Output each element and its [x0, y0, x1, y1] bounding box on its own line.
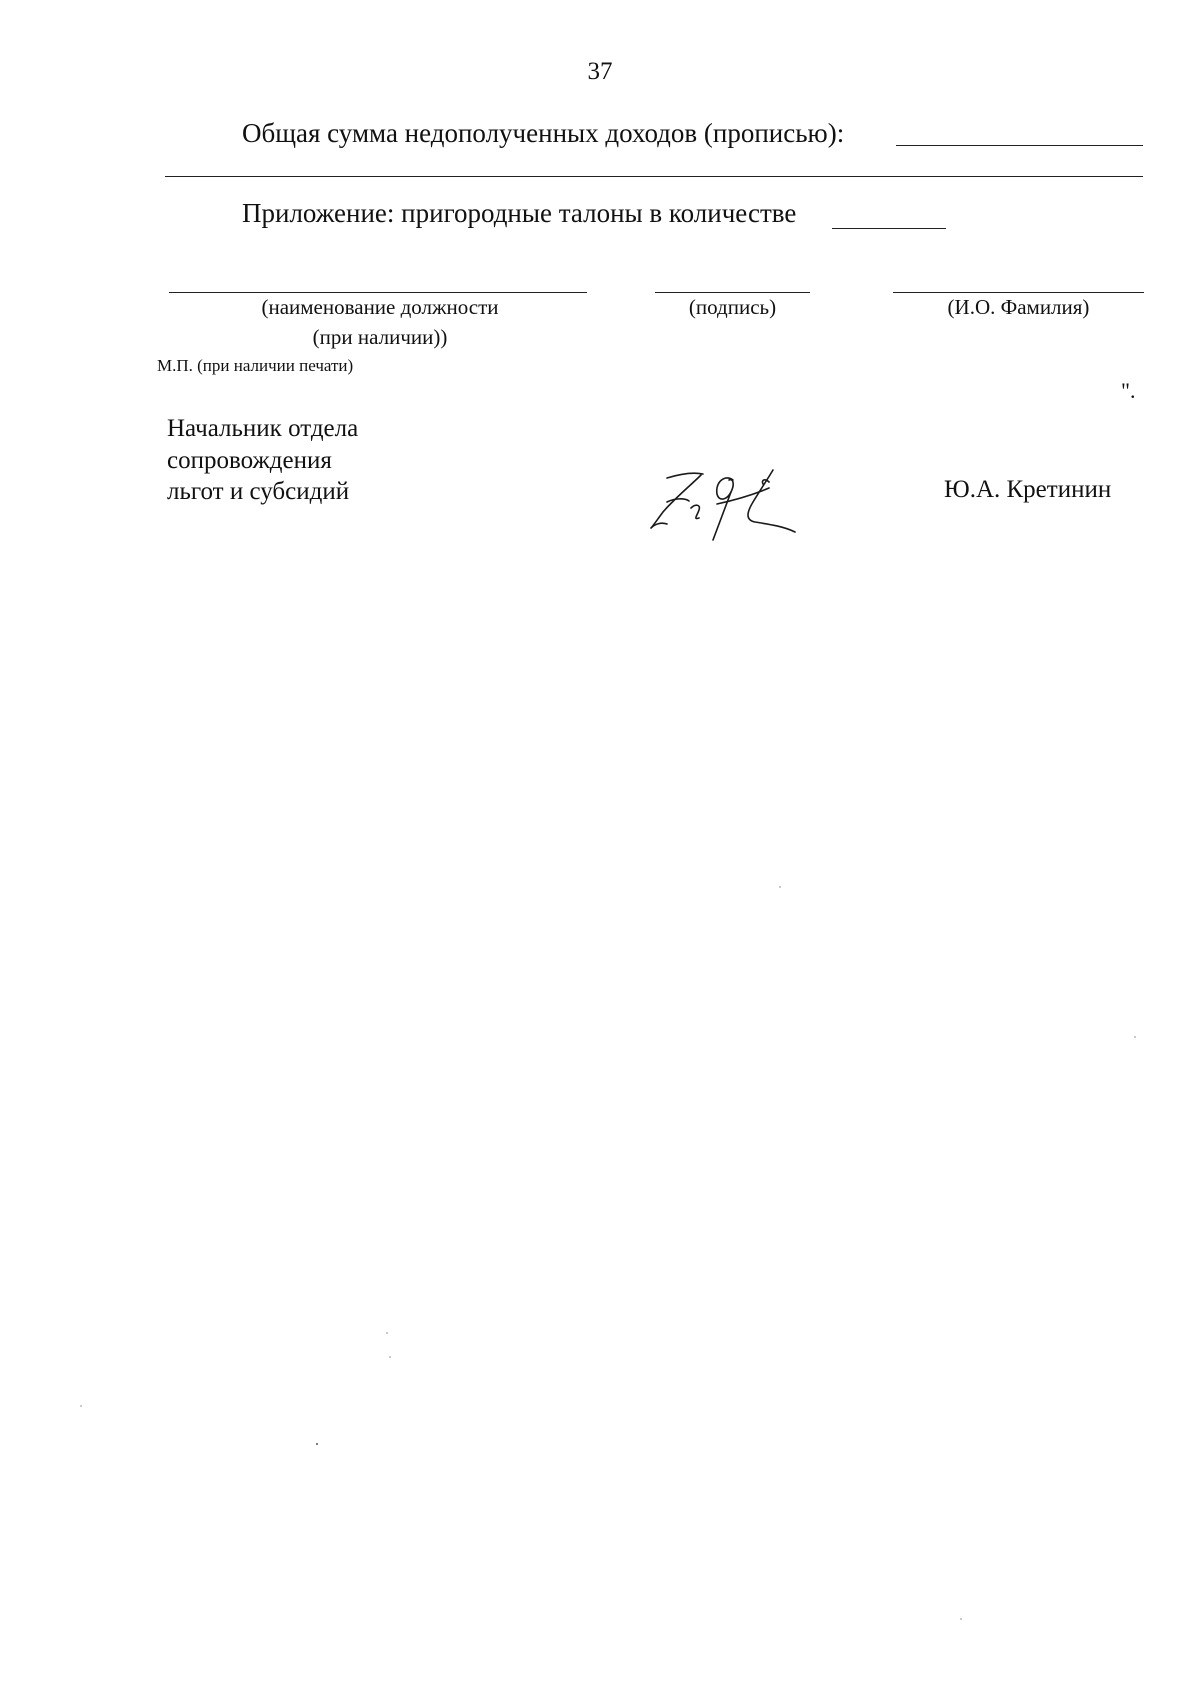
- signer-position-line: сопровождения: [167, 446, 332, 474]
- signer-position-line: льгот и субсидий: [167, 478, 350, 505]
- scan-speck: [316, 1443, 318, 1445]
- handwritten-signature: [645, 468, 805, 548]
- signer-position: [167, 413, 527, 508]
- scan-speck: [386, 1332, 388, 1334]
- signer-name: Ю.А. Кретинин: [944, 476, 1112, 503]
- position-caption-line1: (наименование должности: [261, 295, 499, 319]
- scan-speck: [1134, 1036, 1136, 1038]
- position-caption-line2: (при наличии)): [312, 325, 448, 349]
- scan-speck: [779, 886, 781, 888]
- position-caption: [200, 292, 560, 352]
- total-sum-blank: [896, 145, 1143, 146]
- stamp-note: М.П. (при наличии печати): [157, 356, 354, 375]
- attachment-count-blank: [832, 228, 946, 229]
- total-sum-continuation-line: [165, 176, 1143, 177]
- page-number: 37: [587, 58, 613, 85]
- attachment-label: Приложение: пригородные талоны в количестве: [242, 198, 797, 228]
- closing-quote: ".: [1121, 378, 1136, 403]
- name-caption: (И.О. Фамилия): [947, 295, 1090, 319]
- scan-speck: [389, 1356, 391, 1358]
- scan-speck: [80, 1405, 82, 1407]
- total-sum-label: Общая сумма недополученных доходов (прописью):: [242, 118, 845, 148]
- signature-caption: (подпись): [688, 295, 777, 319]
- signer-position-line: Начальник отдела: [167, 415, 359, 442]
- scan-speck: [960, 1618, 962, 1620]
